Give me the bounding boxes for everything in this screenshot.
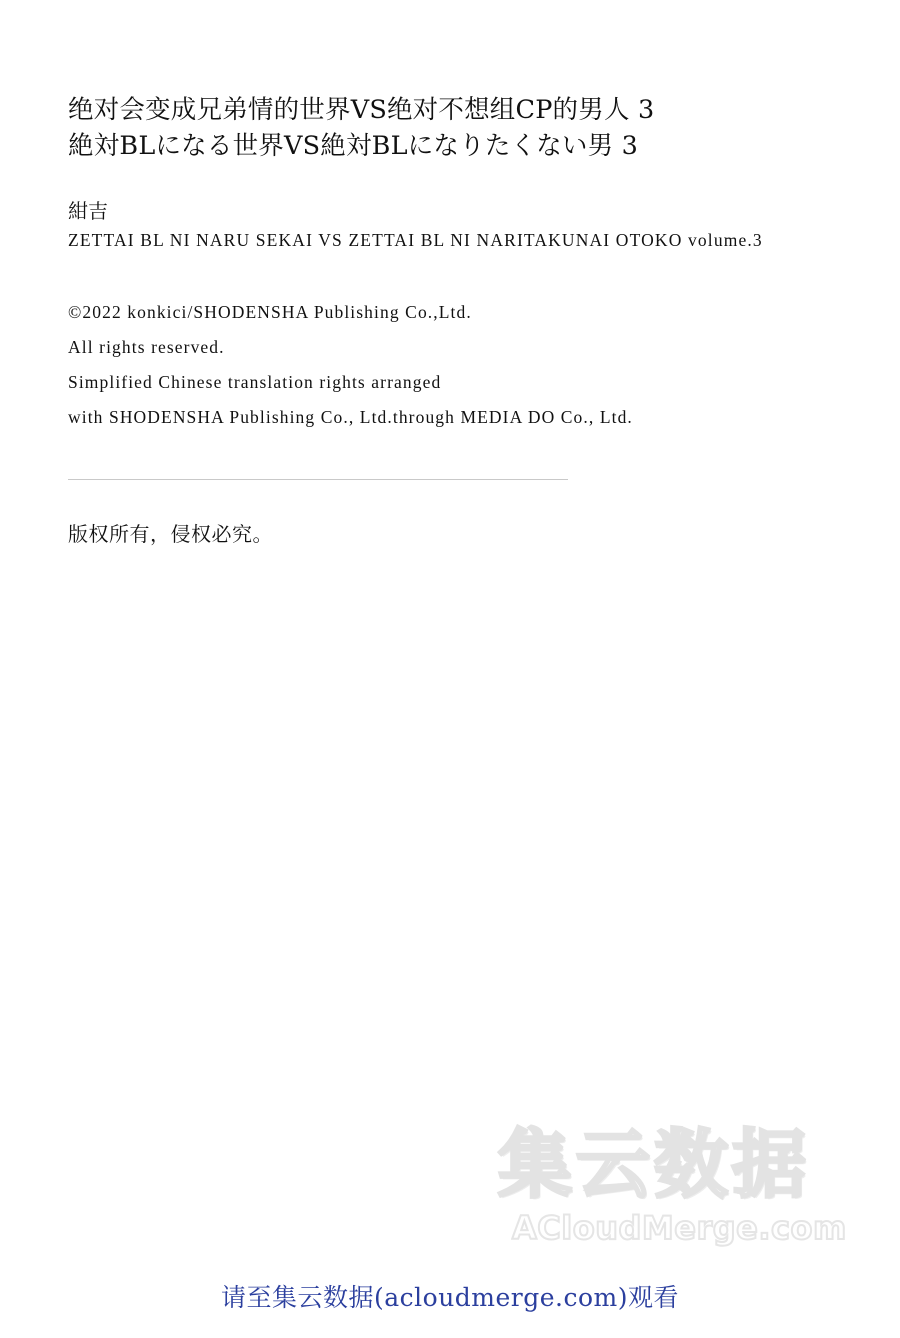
rights-reserved-note: 版权所有，侵权必究。	[68, 522, 273, 547]
copyright-line: with SHODENSHA Publishing Co., Ltd.through MEDIA DO Co., Ltd.	[68, 407, 633, 428]
copyright-line: ©2022 konkici/SHODENSHA Publishing Co.,Ltd.	[68, 302, 472, 323]
watermark	[498, 1122, 898, 1268]
section-divider	[68, 479, 568, 480]
copyright-content	[68, 92, 868, 547]
copyright-line: All rights reserved.	[68, 337, 225, 358]
title-chinese: 绝对会变成兄弟情的世界VS绝对不想组CP的男人 3	[68, 95, 655, 125]
title-japanese: 絶対BLになる世界VS絶対BLになりたくない男 3	[68, 131, 639, 162]
copyright-line: Simplified Chinese translation rights arranged	[68, 372, 442, 393]
footer-source-note: 请至集云数据(acloudmerge.com)观看	[220, 1283, 680, 1312]
watermark-chinese-text: 集云数据	[498, 1122, 810, 1208]
watermark-url-text: ACloudMerge.com	[512, 1209, 847, 1247]
copyright-block	[68, 295, 868, 435]
author-name: 紺吉	[68, 199, 108, 224]
romanized-title: ZETTAI BL NI NARU SEKAI VS ZETTAI BL NI NARITAKUNAI OTOKO volume.3	[68, 230, 763, 251]
title-block	[68, 92, 868, 164]
